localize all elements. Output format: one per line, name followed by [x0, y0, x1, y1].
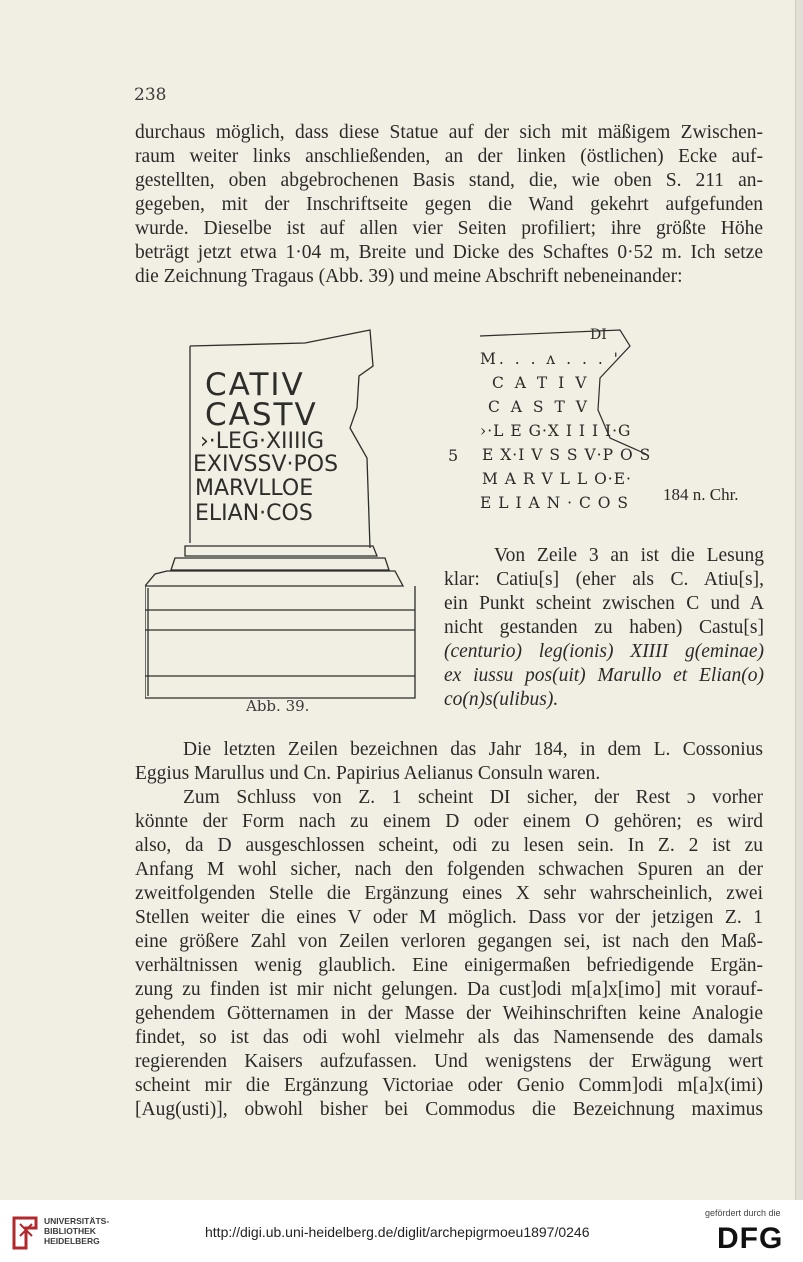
text-line: durchaus möglich, dass diese Statue auf der sich mit mäßigem Zwischen-: [135, 122, 763, 143]
transcription-line-4: ›·L E G·X I I I I·G: [480, 422, 632, 440]
library-name-line: UNIVERSITÄTS-: [44, 1216, 110, 1226]
drawing-line-5: MARVLLOE: [195, 476, 314, 501]
text-line: [Aug(usti)], obwohl bisher bei Commodus die Bezeichnung maximus: [135, 1099, 763, 1120]
drawing-line-4: EXIVSSV·POS: [193, 452, 339, 477]
text-line: scheint mir die Ergänzung Victoriae oder Genio Comm]odi m[a]x(imi): [135, 1075, 763, 1096]
text-line: Stellen weiter die eines V oder M möglich. Dass vor der jetzigen Z. 1: [135, 907, 763, 928]
text-line: klar: Catiu[s] (eher als C. Atiu[s],: [444, 569, 764, 590]
transcription-line-2: C A T I V: [492, 374, 590, 392]
text-line: Die letzten Zeilen bezeichnen das Jahr 184, in dem L. Cossonius: [183, 739, 763, 760]
text-line: regierenden Kaisers aufzufassen. Und wenigstens der Erwägung wert: [135, 1051, 763, 1072]
library-name: [44, 1216, 109, 1246]
text-line: findet, so ist das odi wohl vielmehr als das Namensende des damals: [135, 1027, 763, 1048]
inscription-base-drawing: [145, 318, 416, 710]
drawing-line-6: ELIAN·COS: [195, 501, 313, 526]
transcription-line-3: C A S T V: [488, 398, 590, 416]
text-line: zweitfolgenden Stelle die Ergänzung eines X sehr wahrscheinlich, zwei: [135, 883, 763, 904]
line-number: 5: [448, 446, 459, 465]
transcription-line-6: M A R V L L O·E·: [482, 470, 632, 488]
figure-caption: Abb. 39.: [246, 697, 310, 715]
top-fragment: DI: [590, 327, 607, 343]
text-line: raum weiter links anschließenden, an der linken (östlichen) Ecke auf-: [135, 146, 763, 167]
paragraph-consuls: [135, 738, 763, 786]
text-line: könnte der Form nach zu einem D oder einem O gehören; es wird: [135, 811, 763, 832]
transcription-block: [450, 322, 655, 530]
text-line: gegeben, mit der Inschriftseite gegen die Wand gekehrt aufgefunden: [135, 194, 763, 215]
university-library-logo-icon: [12, 1214, 38, 1250]
transcription-line-5: E X·I V S S V·P O S: [482, 446, 652, 464]
text-line: beträgt jetzt etwa 1·04 m, Breite und Dicke des Schaftes 0·52 m. Ich setze: [135, 242, 763, 263]
text-line: Zum Schluss von Z. 1 scheint DI sicher, der Rest ɔ vorher: [183, 787, 763, 808]
text-line: Eggius Marullus und Cn. Papirius Aelianus Consuln waren.: [135, 763, 601, 784]
page-number: 238: [134, 85, 167, 105]
library-name-line: BIBLIOTHEK: [44, 1226, 96, 1236]
text-line: co(n)s(ulibus).: [444, 689, 559, 710]
text-line: also, da D ausgeschlossen scheint, odi zu lesen sein. In Z. 2 ist zu: [135, 835, 763, 856]
text-line: verhältnissen wenig glaublich. Eine einigermaßen befriedigende Ergän-: [135, 955, 763, 976]
paragraph-discussion: [135, 786, 763, 1122]
text-line: (centurio) leg(ionis) XIIII g(eminae): [444, 641, 764, 662]
date-note: 184 n. Chr.: [663, 485, 739, 504]
text-line: ex iussu pos(uit) Marullo et Elian(o): [444, 665, 764, 686]
text-line: wurde. Dieselbe ist auf allen vier Seiten profiliert; ihre größte Höhe: [135, 218, 763, 239]
page-edge: [795, 0, 803, 1200]
transcription-line-1: M. . . ʌ . . . ': [480, 350, 621, 368]
text-line: eine größere Zahl von Zeilen verloren gegangen sei, ist nach den Maß-: [135, 931, 763, 952]
library-name-line: HEIDELBERG: [44, 1236, 100, 1246]
text-line: gestellten, oben abgebrochenen Basis stand, die, wie oben S. 211 an-: [135, 170, 763, 191]
fragment-outline: [450, 322, 655, 462]
drawing-line-3: ›·LEG·XIIIIG: [200, 429, 325, 454]
text-line: Anfang M wohl sicher, nach den folgenden schwachen Spuren an der: [135, 859, 763, 880]
text-line: die Zeichnung Tragaus (Abb. 39) und meine Abschrift nebeneinander:: [135, 266, 683, 287]
drawing-line-2: CASTV: [205, 397, 318, 433]
side-paragraph: [444, 544, 764, 712]
transcription-line-7: E L I A N · C O S: [480, 494, 630, 512]
dfg-logo: DFG: [717, 1222, 784, 1255]
text-line: gehendem Götternamen in der Masse der Weihinschriften keine Analogie: [135, 1003, 763, 1024]
text-line: ein Punkt scheint zwischen C und A: [444, 593, 764, 614]
text-line: nicht gestanden zu haben) Castu[s]: [444, 617, 764, 638]
paragraph-intro: [135, 121, 763, 289]
text-line: zung zu finden ist mir nicht gelungen. Da cust]odi m[a]x[imo] mit vorauf-: [135, 979, 763, 1000]
source-url-link[interactable]: http://digi.ub.uni-heidelberg.de/diglit/archepigrmoeu1897/0246: [205, 1224, 590, 1240]
text-line: Von Zeile 3 an ist die Lesung: [494, 545, 764, 566]
funding-note: gefördert durch die: [705, 1208, 781, 1218]
footer-bar: [0, 1200, 803, 1262]
drawing-line-1: CATIV: [205, 367, 305, 403]
